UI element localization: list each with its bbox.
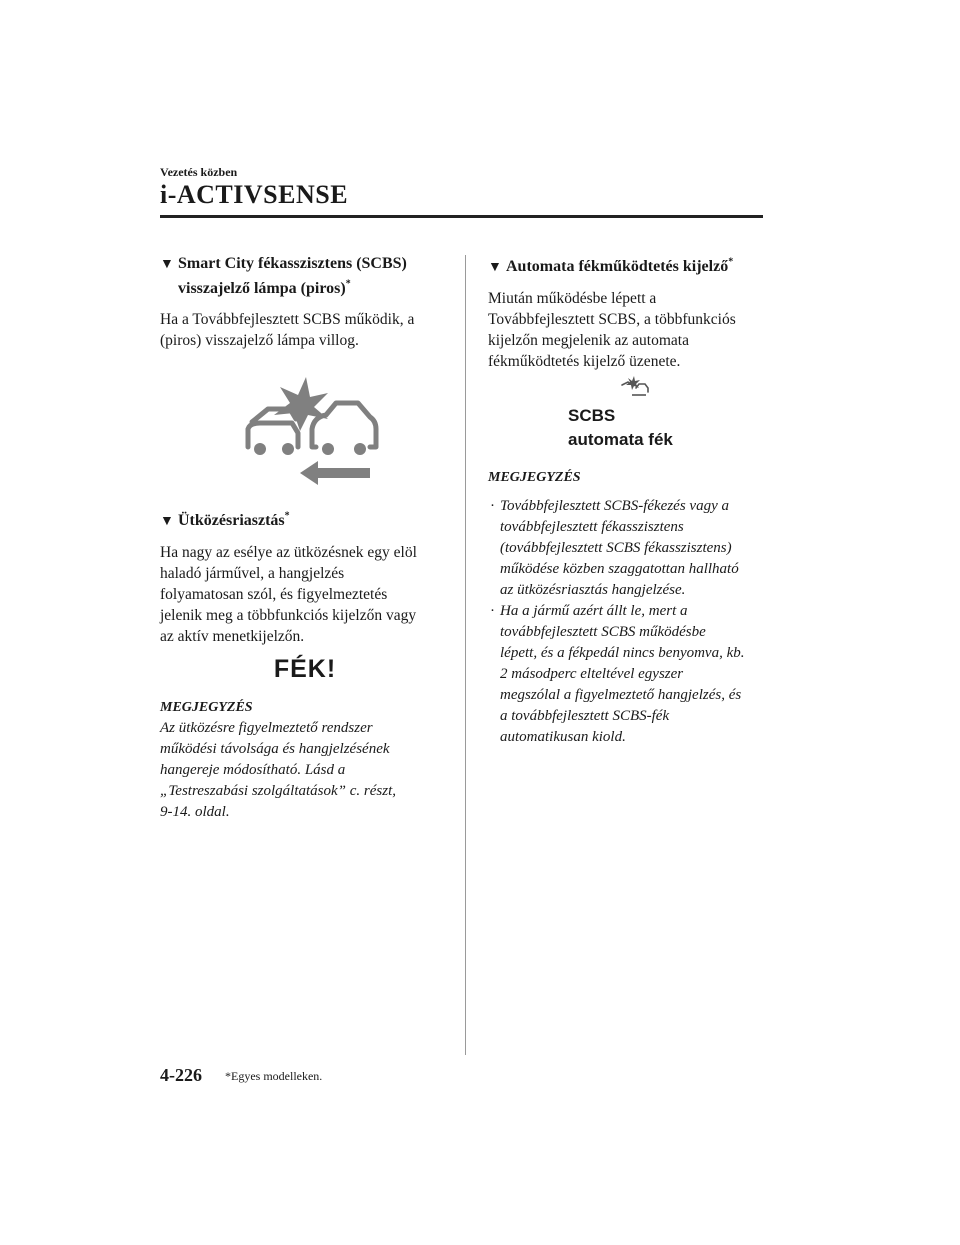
scbs-collision-warning-icon [240,377,380,487]
note-bullet-1: · Továbbfejlesztett SCBS-fékezés vagy a továbbfejlesztett fékasszisztens (továbbfejlesztett SCBS fékasszisztens) működése közben szaggatottan hallható az ütközésriasztás hangjelzése. [490,498,739,598]
auto-brake-heading: ▼ Automata fékműködtetés kijelző* [488,256,734,275]
column-divider [465,255,466,1055]
left-column [160,252,450,823]
note-title: MEGJEGYZÉS [160,700,253,715]
note-title-right: MEGJEGYZÉS [488,470,581,485]
header-rule [160,215,763,218]
footnote: *Egyes modelleken. [225,1069,323,1083]
brake-warning-display: FÉK! [273,655,337,683]
chapter-title: i-ACTIVSENSE [160,180,349,209]
note-text: Az ütközésre figyelmeztető rendszer működési távolsága és hangjelzésének hangereje módosítható. Lásd a „Testreszabási szolgáltatások” c. részt, 9-14. oldal. [160,720,397,820]
auto-brake-display: SCBS automata fék [568,406,673,449]
page-number: 4-226 [160,1065,202,1085]
collision-warning-text: Ha nagy az esélye az ütközésnek egy elöl haladó járművel, a hangjelzés folyamatosan szól, és figyelmeztetés jelenik meg a többfunkciós kijelzőn vagy az aktív menetkijelzőn. [160,544,417,645]
auto-brake-text: Miután működésbe lépett a Továbbfejlesztett SCBS, a többfunkciós kijelzőn megjelenik az automata fékműködtetés kijelző üzenete. [488,290,736,370]
note-bullets [488,496,768,748]
scbs-lamp-heading: ▼ Smart City fékasszisztens (SCBS) visszajelző lámpa (piros)* [160,255,407,297]
note-bullet-2: · Ha a jármű azért állt le, mert a továbbfejlesztett SCBS működésbe lépett, és a fékpedál nincs benyomva, kb. 2 másodperc elteltével egyszer megszólal a figyelmeztető hangjelzés, és a továbbfejlesztett SCBS-fék automatikusan kiold. [490,603,745,745]
right-column [488,255,768,748]
scbs-small-icon [620,376,650,398]
section-label: Vezetés közben [160,165,238,179]
scbs-lamp-text: Ha a Továbbfejlesztett SCBS működik, a (piros) visszajelző lámpa villog. [160,311,415,349]
collision-warning-heading: ▼ Ütközésriasztás* [160,510,290,529]
